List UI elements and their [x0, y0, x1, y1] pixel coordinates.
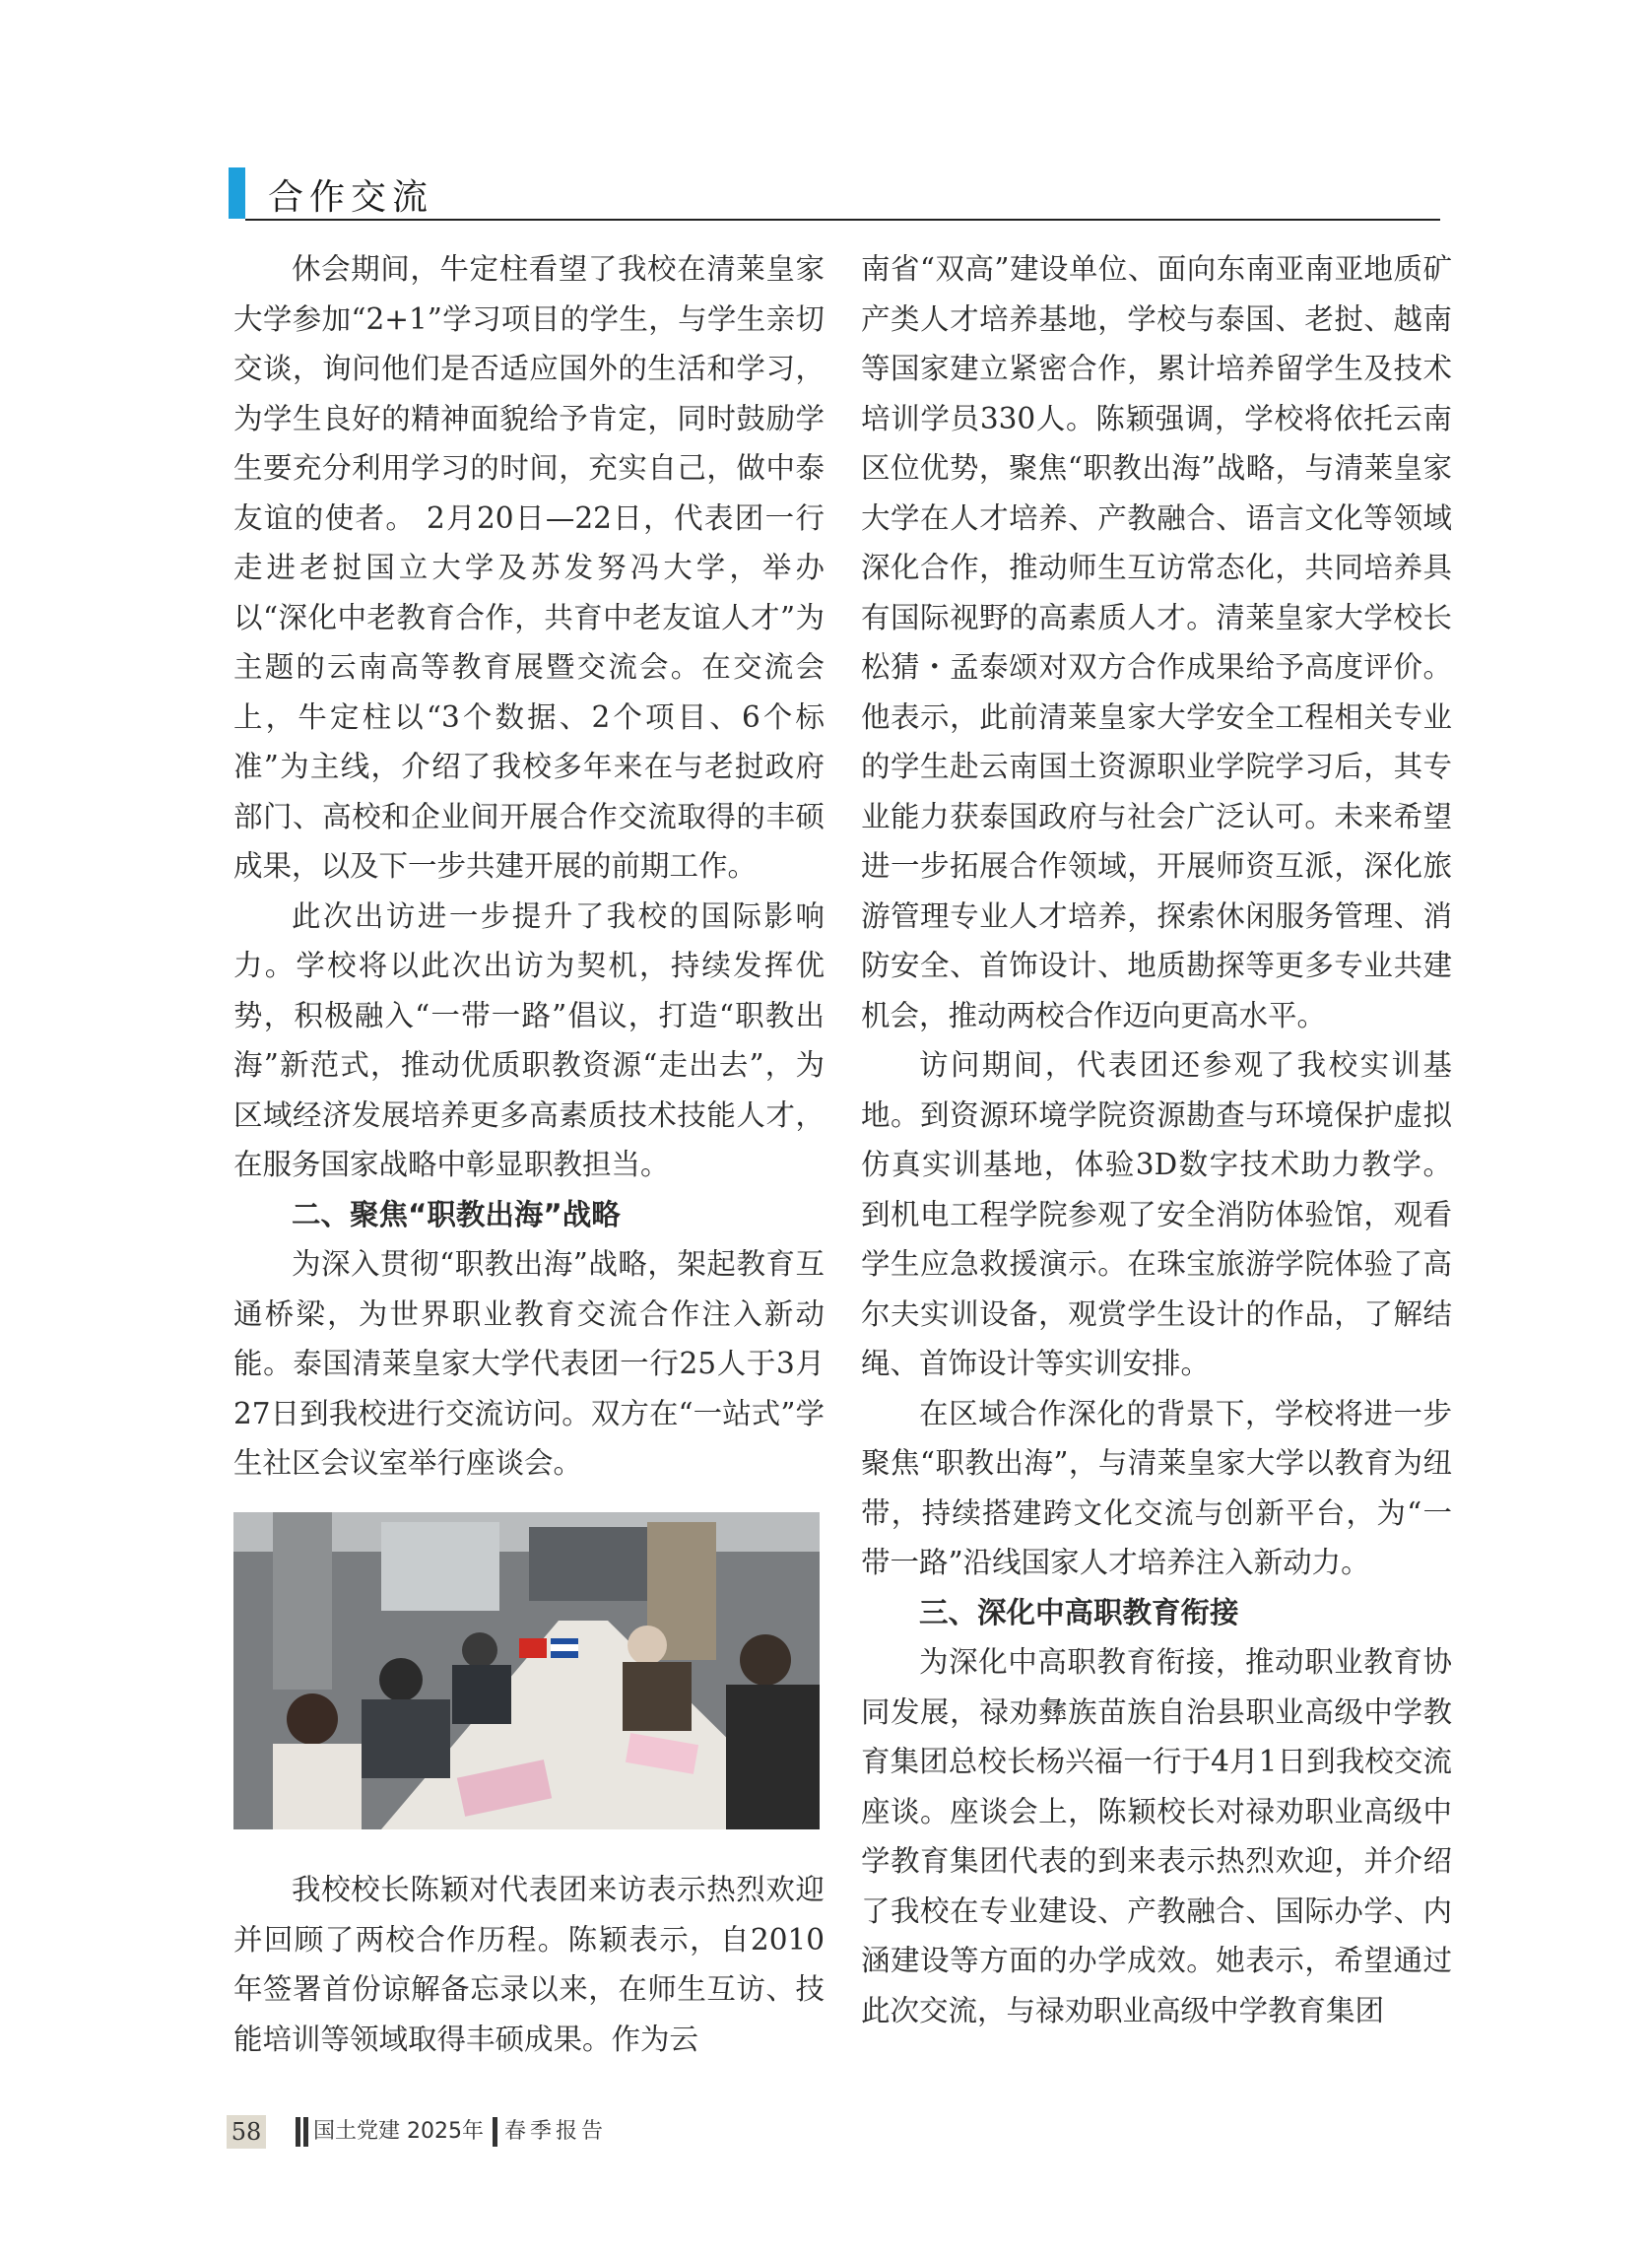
publication-name: 国土党建 2025年: [313, 2119, 484, 2144]
body-paragraph: 休会期间，牛定柱看望了我校在清莱皇家大学参加“2+1”学习项目的学生，与学生亲切交谈，询问他们是否适应国外的生活和学习，为学生良好的精神面貌给予肯定，同时鼓励学生要充分利用学习的时间，充实自己，做中泰友谊的使者。 2月20日—22日，代表团一行走进老挝国立大学及苏发努冯大学，举办以“深化中老教育合作，共育中老友谊人才”为主题的云南高等教育展暨交流会。在交流会上，牛定柱以“3个数据、2个项目、6个标准”为主线，介绍了我校多年来在与老挝政府部门、高校和企业间开展合作交流取得的丰硕成果，以及下一步共建开展的前期工作。: [233, 252, 825, 883]
header-rule: [245, 219, 1440, 221]
right-column: [861, 244, 1452, 2035]
page-number: 58: [227, 2115, 266, 2149]
body-paragraph: 在区域合作深化的背景下，学校将进一步聚焦“职教出海”，与清莱皇家大学以教育为纽带，持续搭建跨文化交流与创新平台，为“一带一路”沿线国家人才培养注入新动力。: [861, 1396, 1452, 1579]
body-paragraph: 我校校长陈颖对代表团来访表示热烈欢迎并回顾了两校合作历程。陈颖表示，自2010年签署首份谅解备忘录以来，在师生互访、技能培训等领域取得丰硕成果。作为云: [233, 1873, 825, 2056]
section-header: [229, 167, 1440, 223]
issue-name: 春季报告: [504, 2119, 608, 2144]
section-marker-bar: [229, 167, 245, 219]
body-paragraph: 此次出访进一步提升了我校的国际影响力。学校将以此次出访为契机，持续发挥优势，积极融入“一带一路”倡议，打造“职教出海”新范式，推动优质职教资源“走出去”，为区域经济发展培养更多高素质技术技能人才，在服务国家战略中彰显职教担当。: [233, 898, 825, 1181]
left-column-continued: [233, 1865, 825, 2064]
footer-divider: [296, 2117, 300, 2147]
section-title: 合作交流: [268, 177, 434, 218]
left-column: [233, 244, 825, 1489]
meeting-photo: [233, 1512, 820, 1829]
body-paragraph: 为深化中高职教育衔接，推动职业教育协同发展，禄劝彝族苗族自治县职业高级中学教育集团总校长杨兴福一行于4月1日到我校交流座谈。座谈会上，陈颖校长对禄劝职业高级中学教育集团代表的到来表示热烈欢迎，并介绍了我校在专业建设、产教融合、国际办学、内涵建设等方面的办学成效。她表示，希望通过此次交流，与禄劝职业高级中学教育集团: [861, 1645, 1452, 2027]
footer-divider: [493, 2117, 497, 2147]
page-footer: [227, 2115, 818, 2151]
body-paragraph: 南省“双高”建设单位、面向东南亚南亚地质矿产类人才培养基地，学校与泰国、老挝、越南等国家建立紧密合作，累计培养留学生及技术培训学员330人。陈颖强调，学校将依托云南区位优势，聚焦“职教出海”战略，与清莱皇家大学在人才培养、产教融合、语言文化等领域深化合作，推动师生互访常态化，共同培养具有国际视野的高素质人才。清莱皇家大学校长松猜・孟泰颂对双方合作成果给予高度评价。他表示，此前清莱皇家大学安全工程相关专业的学生赴云南国土资源职业学院学习后，其专业能力获泰国政府与社会广泛认可。未来希望进一步拓展合作领域，开展师资互派，深化旅游管理专业人才培养，探索休闲服务管理、消防安全、首饰设计、地质勘探等更多专业共建机会，推动两校合作迈向更高水平。: [861, 252, 1452, 1032]
section-heading: 二、聚焦“职教出海”战略: [292, 1197, 621, 1231]
footer-divider: [303, 2117, 308, 2147]
meeting-photo-illustration: [233, 1512, 820, 1829]
section-heading: 三、深化中高职教育衔接: [919, 1595, 1239, 1629]
body-paragraph: 为深入贯彻“职教出海”战略，架起教育互通桥梁，为世界职业教育交流合作注入新动能。泰国清莱皇家大学代表团一行25人于3月27日到我校进行交流访问。双方在“一站式”学生社区会议室举行座谈会。: [233, 1247, 825, 1480]
body-paragraph: 访问期间，代表团还参观了我校实训基地。到资源环境学院资源勘查与环境保护虚拟仿真实训基地，体验3D数字技术助力教学。到机电工程学院参观了安全消防体验馆，观看学生应急救援演示。在珠宝旅游学院体验了高尔夫实训设备，观赏学生设计的作品，了解结绳、首饰设计等实训安排。: [861, 1048, 1452, 1380]
